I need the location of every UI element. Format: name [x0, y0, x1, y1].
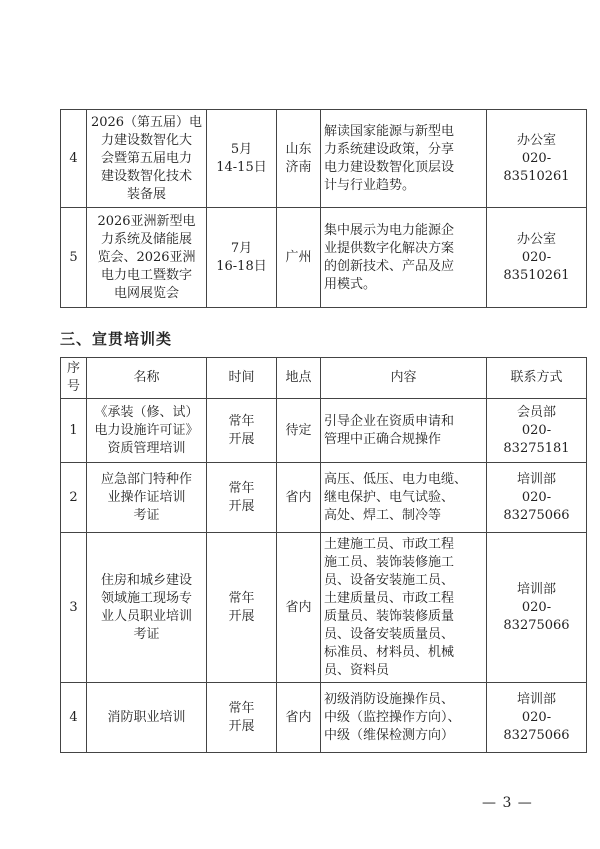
event-content: 集中展示为电力能源企 业提供数字化解决方案 的创新技术、产品及应 用模式。	[321, 208, 487, 308]
training-name: 消防职业培训	[87, 683, 207, 753]
table-row	[61, 110, 587, 208]
training-contact: 会员部 020-83275181	[487, 399, 587, 463]
event-place: 山东 济南	[277, 110, 321, 208]
training-place: 省内	[277, 463, 321, 533]
table-row	[61, 463, 587, 533]
training-place: 省内	[277, 683, 321, 753]
event-contact: 办公室 020-83510261	[487, 110, 587, 208]
section-title: 三、宣贯培训类	[60, 330, 173, 348]
row-number: 5	[61, 208, 87, 308]
row-number: 4	[61, 110, 87, 208]
training-content: 土建施工员、市政工程 施工员、装饰装修施工 员、设备安装施工员、 土建质量员、市政工程 质量员、装饰装修质量 员、设备安装质量员、 标准员、材料员、机械 员、资料员	[321, 533, 487, 683]
table-header-row	[61, 358, 587, 399]
event-content: 解读国家能源与新型电 力系统建设政策，分享 电力建设数智化顶层设 计与行业趋势。	[321, 110, 487, 208]
row-number: 4	[61, 683, 87, 753]
training-time: 常年 开展	[207, 399, 277, 463]
training-contact: 培训部 020-83275066	[487, 463, 587, 533]
training-time: 常年 开展	[207, 533, 277, 683]
header-time: 时间	[207, 358, 277, 399]
header-no: 序 号	[61, 358, 87, 399]
training-table	[60, 357, 587, 753]
event-name: 2026亚洲新型电 力系统及储能展 览会、2026亚洲 电力电工暨数字 电网展览会	[87, 208, 207, 308]
training-name: 应急部门特种作 业操作证培训 考证	[87, 463, 207, 533]
table-row	[61, 208, 587, 308]
header-name: 名称	[87, 358, 207, 399]
training-content: 初级消防设施操作员、 中级（监控操作方向）、 中级（维保检测方向）	[321, 683, 487, 753]
training-time: 常年 开展	[207, 463, 277, 533]
event-place: 广州	[277, 208, 321, 308]
row-number: 3	[61, 533, 87, 683]
event-time: 5月 14-15日	[207, 110, 277, 208]
header-contact: 联系方式	[487, 358, 587, 399]
event-contact: 办公室 020-83510261	[487, 208, 587, 308]
training-contact: 培训部 020-83275066	[487, 683, 587, 753]
training-contact: 培训部 020-83275066	[487, 533, 587, 683]
header-content: 内容	[321, 358, 487, 399]
training-place: 省内	[277, 533, 321, 683]
event-time: 7月 16-18日	[207, 208, 277, 308]
training-content: 高压、低压、电力电缆、 继电保护、电气试验、 高处、焊工、制冷等	[321, 463, 487, 533]
table-row	[61, 399, 587, 463]
training-content: 引导企业在资质申请和 管理中正确合规操作	[321, 399, 487, 463]
training-name: 《承装（修、试） 电力设施许可证》 资质管理培训	[87, 399, 207, 463]
training-time: 常年 开展	[207, 683, 277, 753]
row-number: 1	[61, 399, 87, 463]
table-row	[61, 683, 587, 753]
table-row	[61, 533, 587, 683]
training-name: 住房和城乡建设 领域施工现场专 业人员职业培训 考证	[87, 533, 207, 683]
row-number: 2	[61, 463, 87, 533]
events-table	[60, 109, 587, 308]
page-number: — 3 —	[482, 795, 533, 811]
training-place: 待定	[277, 399, 321, 463]
event-name: 2026（第五届）电 力建设数智化大 会暨第五届电力 建设数智化技术 装备展	[87, 110, 207, 208]
header-place: 地点	[277, 358, 321, 399]
